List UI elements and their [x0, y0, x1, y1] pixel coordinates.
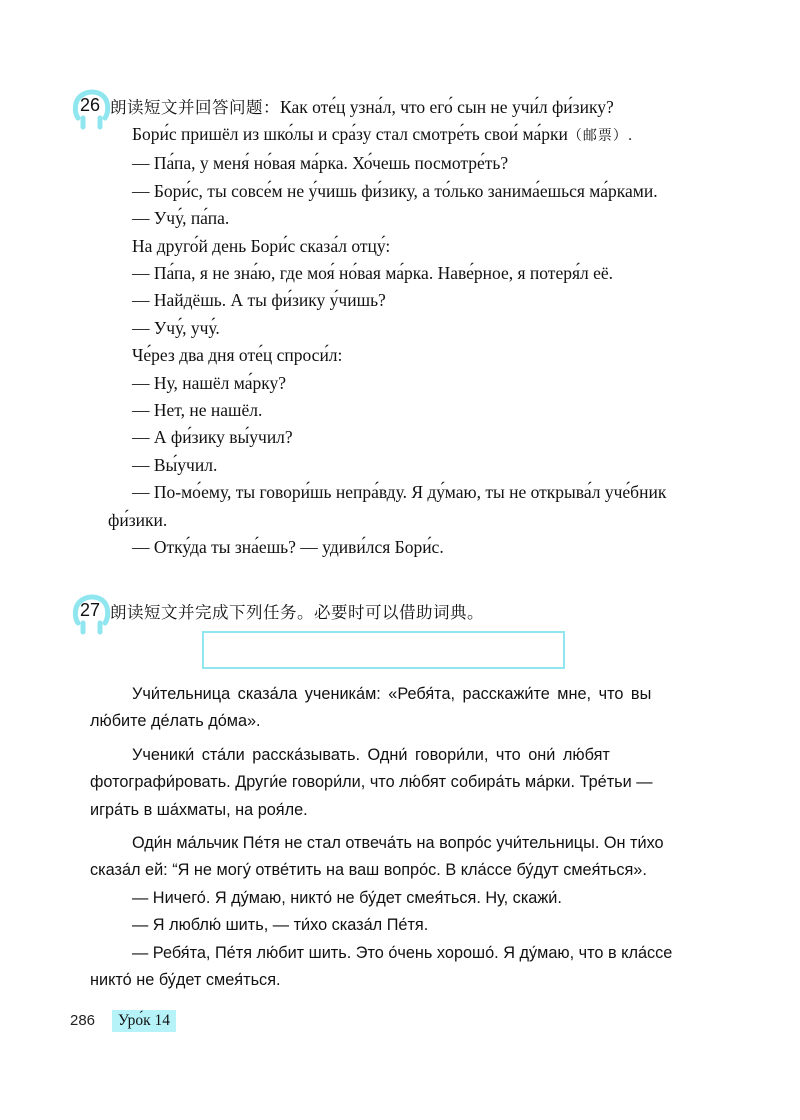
exercise-26-heading: [110, 95, 614, 120]
exercise-27-badge: [72, 593, 112, 637]
text-line: — Отку́да ты зна́ешь? — удиви́лся Бори́с.: [132, 537, 444, 558]
text-line: Че́рез два дня оте́ц спроси́л:: [132, 345, 343, 366]
text-line: игра́ть в ша́хматы, на роя́ле.: [90, 800, 308, 819]
page-number: 286: [70, 1012, 96, 1029]
task-instruction-zh: 朗读短文并回答问题：: [110, 98, 280, 117]
text-line: — Найдёшь. А ты фи́зику у́чишь?: [132, 290, 386, 311]
text-line: никто́ не бу́дет смея́ться.: [90, 971, 281, 990]
text-line: — Вы́учил.: [132, 454, 218, 475]
exercise-27-text: [90, 681, 692, 994]
text-line: — Я люблю́ шить, — ти́хо сказа́л Пе́тя.: [132, 916, 429, 935]
text-line: — Ну, нашёл ма́рку?: [132, 372, 286, 393]
gloss-zh: （邮票）.: [567, 128, 634, 144]
text-line: лю́бите де́лать до́ма».: [90, 712, 261, 731]
exercise-27-heading: [110, 600, 484, 625]
text-line: фотографи́ровать. Други́е говори́ли, что лю́бят собира́ть ма́рки. Тре́тьи —: [90, 773, 653, 792]
text-line: Оди́н ма́льчик Пе́тя не стал отвеча́ть на вопро́с учи́тельницы. Он ти́хо: [132, 834, 664, 853]
exercise-26-badge: [72, 88, 112, 132]
exercise-number: 26: [79, 95, 101, 115]
text-line: На друго́й день Бори́с сказа́л отцу́:: [132, 235, 391, 256]
exercise-26-text: [108, 121, 692, 562]
task-question: Как оте́ц узна́л, что его́ сын не учи́л фи́зику?: [280, 97, 614, 117]
text-line: сказа́л ей: “Я не могу́ отве́тить на ваш вопро́с. В кла́ссе бу́дут смея́ться».: [90, 861, 647, 880]
text-line: Бори́с пришёл из шко́лы и сра́зу стал смотре́ть свои́ ма́рки（邮票）.: [132, 124, 634, 144]
text-line: — Бори́с, ты совсе́м не у́чишь фи́зику, а то́лько занима́ешься ма́рками.: [132, 180, 658, 201]
text-line: — По-мо́ему, ты говори́шь непра́вду. Я ду́маю, ты не открыва́л уче́бник: [132, 482, 667, 503]
text-line: — Па́па, я не зна́ю, где моя́ но́вая ма́рка. Наве́рное, я потеря́л её.: [132, 263, 614, 284]
task-instruction-zh: 朗读短文并完成下列任务。必要时可以借助词典。: [110, 603, 484, 622]
text-line: фи́зики.: [108, 509, 168, 530]
text-line: — Па́па, у меня́ но́вая ма́рка. Хо́чешь посмотре́ть?: [132, 153, 509, 174]
text-line: — Учу́, учу́.: [132, 317, 220, 338]
text-line: Ученики́ ста́ли расска́зывать. Одни́ говори́ли, что они́ лю́бят: [132, 745, 610, 764]
lesson-tag: Уро́к 14: [112, 1010, 176, 1032]
text-line: — Учу́, па́па.: [132, 208, 230, 229]
title-answer-box[interactable]: [202, 631, 565, 669]
text-line: — Ничего́. Я ду́маю, никто́ не бу́дет смея́ться. Ну, скажи́.: [132, 888, 562, 907]
text-line: Учи́тельница сказа́ла ученика́м: «Ребя́та, расскажи́те мне, что вы: [132, 685, 652, 703]
text-line: — Ребя́та, Пе́тя лю́бит шить. Это о́чень хорошо́. Я ду́маю, что в кла́ссе: [132, 943, 673, 962]
text-line: — А фи́зику вы́учил?: [132, 427, 293, 448]
text-line: — Нет, не нашёл.: [132, 400, 263, 421]
exercise-number: 27: [79, 600, 101, 620]
